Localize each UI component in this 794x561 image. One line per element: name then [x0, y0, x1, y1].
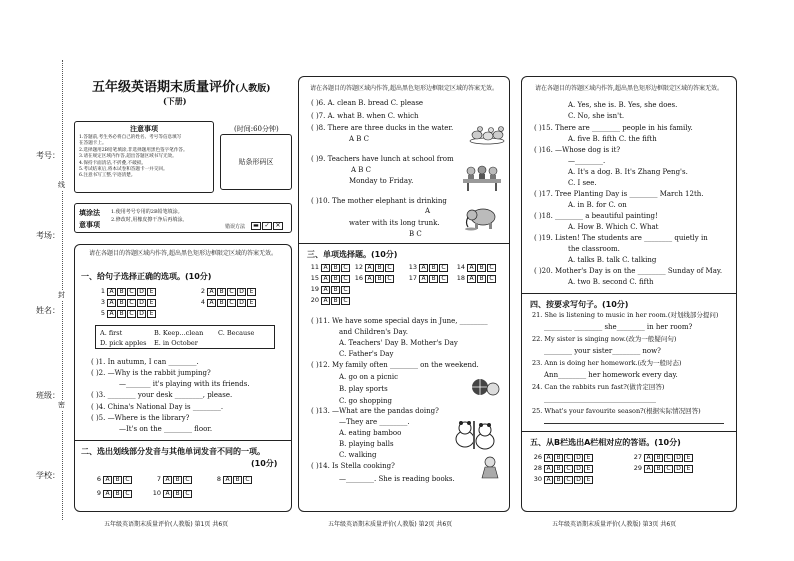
- question-14b: —________. She is reading books.: [339, 475, 455, 483]
- writing-22b[interactable]: ________ your sister________ now?: [544, 347, 661, 355]
- bubble[interactable]: C: [183, 476, 192, 484]
- bubble[interactable]: A: [544, 476, 553, 484]
- question-11b: and Children's Day.: [339, 328, 408, 336]
- bubble[interactable]: E: [684, 454, 693, 462]
- bubble[interactable]: A: [365, 275, 374, 283]
- question-10b: water with its long trunk.: [349, 219, 440, 227]
- question-2: ( )2. —Why is the rabbit jumping?: [91, 369, 211, 377]
- question-12: ( )12. My family often ________ on the weekend.: [311, 361, 479, 369]
- elephant-illustration: [463, 205, 501, 231]
- question-17-options: A. in B. for C. on: [568, 201, 627, 209]
- page3-notice: 请在各题目的答题区域内作答,超出黑色矩形边框限定区域的答案无效。: [535, 85, 723, 92]
- answer-row-2: 2 A B C D E: [195, 287, 257, 296]
- bubble[interactable]: C: [227, 299, 236, 307]
- page3-answer-frame: [521, 76, 737, 512]
- bubble[interactable]: C: [385, 275, 394, 283]
- bubble[interactable]: E: [147, 299, 156, 307]
- question-10: ( )10. The mother elephant is drinking: [311, 197, 447, 205]
- bubble[interactable]: A: [419, 264, 428, 272]
- bubble[interactable]: C: [487, 264, 496, 272]
- bubble[interactable]: C: [341, 286, 350, 294]
- lunch-picture: [461, 163, 503, 193]
- bubble[interactable]: C: [341, 297, 350, 305]
- bubble[interactable]: E: [147, 288, 156, 296]
- pandas-illustration: [451, 417, 499, 453]
- girl-picture: [477, 455, 503, 479]
- fill-label-2: 意事项: [79, 220, 100, 229]
- bubble[interactable]: A: [467, 275, 476, 283]
- pandas-picture: [451, 417, 499, 453]
- question-2b: —_______ it's playing with its friends.: [119, 380, 250, 388]
- question-14-options: A. Yes, she is. B. Yes, she does.: [568, 101, 678, 109]
- fill-text-1: 1.使用考号专用的2B铅笔填涂。: [111, 209, 183, 215]
- bubble[interactable]: D: [137, 288, 146, 296]
- bubble[interactable]: A: [163, 490, 172, 498]
- bubble[interactable]: C: [564, 454, 573, 462]
- time-label: (时间:60分钟): [234, 125, 279, 133]
- section-2-title: 二、选出划线部分发音与其他单词发音不同的一项。: [81, 447, 265, 456]
- lunch-illustration: [461, 163, 503, 193]
- bubble[interactable]: C: [341, 264, 350, 272]
- writing-23: 23. Ann is doing her homework.(改为一般时态): [532, 359, 682, 367]
- bubble[interactable]: C: [564, 476, 573, 484]
- question-13b: —They are ________.: [339, 418, 410, 426]
- page1-footer: 五年级英语期末质量评价(人教版) 第1页 共6页: [104, 521, 229, 528]
- bubble[interactable]: C: [664, 465, 673, 473]
- bubble[interactable]: A: [321, 286, 330, 294]
- bubble[interactable]: A: [321, 275, 330, 283]
- question-11-options: A. Teachers' Day B. Mother's Day: [339, 339, 458, 347]
- bubble[interactable]: A: [207, 288, 216, 296]
- page2-footer: 五年级英语期末质量评价(人教版) 第2页 共6页: [328, 521, 453, 528]
- section-5-title: 五、从B栏选出A栏相对应的答语。(10分): [530, 438, 681, 447]
- answer-row-5: 5 A B C D E: [95, 309, 157, 318]
- bubble[interactable]: C: [127, 310, 136, 318]
- bubble[interactable]: B: [375, 275, 384, 283]
- bubble[interactable]: C: [227, 288, 236, 296]
- section-2-answer-grid: 6 A B C 7 A B C 8 A B C 9 A B C 10 A B C: [91, 471, 281, 507]
- choices-box: A. first B. Keep...clean C. Because D. pick apples E. in October: [95, 325, 275, 349]
- bubble[interactable]: B: [331, 286, 340, 294]
- page2-answer-frame: [298, 76, 510, 512]
- bubble[interactable]: C: [341, 275, 350, 283]
- ducks-picture: [469, 119, 505, 145]
- question-12-option-a: A. go on a picnic: [339, 373, 399, 381]
- bubble[interactable]: A: [103, 490, 112, 498]
- bubble[interactable]: C: [439, 264, 448, 272]
- bubble[interactable]: B: [654, 454, 663, 462]
- question-6: ( )6. A. clean B. bread C. please: [311, 99, 424, 107]
- question-10-bc: B C: [409, 230, 422, 238]
- bubble[interactable]: B: [117, 299, 126, 307]
- bubble[interactable]: B: [113, 490, 122, 498]
- bubble[interactable]: B: [331, 264, 340, 272]
- bubble[interactable]: A: [544, 454, 553, 462]
- question-13: ( )13. —What are the pandas doing?: [311, 407, 439, 415]
- bubble[interactable]: A: [321, 264, 330, 272]
- question-7: ( )7. A. what B. when C. which: [311, 112, 419, 120]
- bubble[interactable]: D: [574, 454, 583, 462]
- bubble[interactable]: B: [654, 465, 663, 473]
- bubble[interactable]: C: [385, 264, 394, 272]
- question-14: ( )14. Is Stella cooking?: [311, 462, 395, 470]
- section-2-points: (10分): [251, 459, 278, 468]
- bubble[interactable]: A: [544, 465, 553, 473]
- wrong-fill-samples: ▬ ✓ ✕: [251, 222, 284, 230]
- question-17: ( )17. Tree Planting Day is ________ March 12th.: [534, 190, 704, 198]
- bubble[interactable]: B: [477, 264, 486, 272]
- notice-box: [74, 121, 214, 193]
- question-18: ( )18. ________ a beautiful painting!: [534, 212, 658, 220]
- bubble[interactable]: D: [674, 454, 683, 462]
- bubble[interactable]: B: [554, 454, 563, 462]
- writing-21b[interactable]: ________ ________ she________ in her room?: [544, 323, 693, 331]
- bubble[interactable]: B: [113, 476, 122, 484]
- bubble[interactable]: C: [123, 490, 132, 498]
- margin-feng: 封: [58, 291, 65, 299]
- bubble[interactable]: B: [117, 310, 126, 318]
- bubble[interactable]: A: [207, 299, 216, 307]
- bubble[interactable]: E: [147, 310, 156, 318]
- question-19-options: A. talks B. talk C. talking: [568, 256, 657, 264]
- bubble[interactable]: D: [237, 299, 246, 307]
- notice-line: 3.请在规定区域内作答,超出答题区域书写无效。: [79, 154, 177, 160]
- bubble[interactable]: B: [117, 288, 126, 296]
- bubble[interactable]: C: [183, 490, 192, 498]
- notice-list: [75, 134, 213, 181]
- section-5-answer-grid: 26 A B C D E 27 A B C D E 28 A B C D E 29 A B C D E 30 A B C D E: [532, 453, 728, 493]
- question-13-option-a: A. eating bamboo: [339, 429, 402, 437]
- question-19: ( )19. Listen! The students are ________ quietly in: [534, 234, 708, 242]
- question-8-abc: A B C: [349, 135, 370, 143]
- bubble[interactable]: A: [223, 476, 232, 484]
- writing-24b[interactable]: ________________________________: [544, 395, 656, 403]
- ducks-illustration: [469, 119, 505, 145]
- writing-25-line[interactable]: [544, 423, 724, 424]
- question-13-option-b: B. playing balls: [339, 440, 394, 448]
- bubble[interactable]: B: [429, 264, 438, 272]
- margin-xingming: 姓名：: [36, 306, 60, 315]
- bubble[interactable]: D: [137, 299, 146, 307]
- question-5b: —It's on the ________ floor.: [119, 425, 213, 433]
- wrong-fill-label: 错误方法: [225, 224, 246, 230]
- bubble[interactable]: A: [644, 465, 653, 473]
- writing-22: 22. My sister is singing now.(改为一般疑问句): [532, 335, 677, 343]
- bubble[interactable]: E: [684, 465, 693, 473]
- question-13-option-c: C. walking: [339, 451, 377, 459]
- question-20: ( )20. Mother's Day is on the ________ Sunday of May.: [534, 267, 723, 275]
- bubble[interactable]: E: [247, 299, 256, 307]
- bubble[interactable]: C: [127, 288, 136, 296]
- question-1: ( )1. In autumn, I can ________.: [91, 358, 199, 366]
- fill-label: 填涂法: [79, 208, 100, 217]
- question-14-option-c: C. No, she isn't.: [568, 112, 625, 120]
- bubble[interactable]: B: [173, 476, 182, 484]
- bubble[interactable]: B: [429, 275, 438, 283]
- fill-text-2: 2.修改时,用橡皮擦干净后再填涂。: [111, 217, 188, 223]
- question-10-a: A: [425, 207, 431, 215]
- bubble[interactable]: D: [137, 310, 146, 318]
- bubble[interactable]: A: [163, 476, 172, 484]
- bubble[interactable]: C: [564, 465, 573, 473]
- notice-line: 2.选择题用2B铅笔填涂,非选择题用黑色签字笔作答。: [79, 147, 188, 153]
- margin-mi: 密: [58, 401, 65, 409]
- question-15: ( )15. There are ________ people in his family.: [534, 124, 693, 132]
- margin-xuexiao: 学校：: [36, 471, 60, 480]
- answer-notice: 请在各题目的答题区域内作答,超出黑色矩形边框限定区域的答案无效。: [89, 250, 277, 257]
- page2-notice: 请在各题目的答题区域内作答,超出黑色矩形边框限定区域的答案无效。: [310, 85, 498, 92]
- question-15-options: A. five B. fifth C. the fifth: [568, 135, 657, 143]
- question-8: ( )8. There are three ducks in the water.: [311, 124, 454, 132]
- bubble[interactable]: B: [554, 476, 563, 484]
- notice-title: 注意事项: [130, 124, 158, 133]
- question-12-option-c: C. go shopping: [339, 397, 392, 405]
- question-12-option-b: B. play sports: [339, 385, 388, 393]
- notice-line: 5.考试结束后,将本试卷和答题卡一并交回。: [79, 167, 168, 173]
- question-3: ( )3. ________ your desk ________, please.: [91, 391, 233, 399]
- bubble[interactable]: B: [217, 288, 226, 296]
- margin-xian: 线: [58, 181, 65, 189]
- bubble[interactable]: B: [477, 275, 486, 283]
- bubble[interactable]: D: [574, 465, 583, 473]
- question-11: ( )11. We have some special days in June, ________: [311, 317, 488, 325]
- bubble[interactable]: E: [584, 465, 593, 473]
- page1-answer-frame: [74, 244, 292, 512]
- bubble[interactable]: B: [554, 465, 563, 473]
- balls-picture: [471, 375, 501, 397]
- answer-row-3: 3 A B C D E: [95, 298, 157, 307]
- bubble[interactable]: C: [664, 454, 673, 462]
- section-4-title: 四、按要求写句子。(10分): [530, 300, 629, 309]
- section-3-answer-grid: 11 A B C 12 A B C 13 A B C 14 A B C 15 A B C 16 A B C 17 A B C 18 A B C 19 A B C 20 A B C: [309, 263, 504, 305]
- writing-24: 24. Can the rabbits run fast?(做肯定回答): [532, 383, 665, 391]
- barcode-label: 贴条形码区: [238, 158, 274, 166]
- question-4: ( )4. China's National Day is ________.: [91, 403, 224, 411]
- notice-line: 4.保持卡面清洁,不折叠,不破损。: [79, 160, 147, 166]
- question-9-abc: A B C: [351, 166, 372, 174]
- writing-23b[interactable]: Ann________ her homework every day.: [544, 371, 678, 379]
- question-16b: —________.: [568, 157, 606, 165]
- elephant-picture: [463, 205, 501, 231]
- bubble[interactable]: E: [584, 454, 593, 462]
- page-title-block: [92, 76, 271, 95]
- question-9: ( )9. Teachers have lunch at school from: [311, 155, 454, 163]
- bubble[interactable]: B: [375, 264, 384, 272]
- question-16-option-c: C. I see.: [568, 179, 597, 187]
- bubble[interactable]: A: [321, 297, 330, 305]
- bubble[interactable]: A: [644, 454, 653, 462]
- section-1-answer-grid: [95, 287, 267, 325]
- margin-banji: 班级：: [36, 391, 60, 400]
- bubble[interactable]: C: [123, 476, 132, 484]
- barcode-area: [220, 134, 292, 190]
- margin-kaochang: 考场：: [36, 231, 60, 240]
- bubble[interactable]: D: [674, 465, 683, 473]
- bubble[interactable]: A: [103, 476, 112, 484]
- edition: (人教版): [235, 84, 271, 94]
- balls-illustration: [471, 375, 501, 397]
- page-title: 五年级英语期末质量评价: [92, 80, 236, 95]
- bubble[interactable]: A: [107, 288, 116, 296]
- margin-kaohao: 考号：: [36, 151, 60, 160]
- notice-line: 6.注意书写工整,字迹清楚。: [79, 173, 136, 179]
- question-9b: Monday to Friday.: [349, 177, 414, 185]
- bubble[interactable]: C: [487, 275, 496, 283]
- bubble[interactable]: D: [237, 288, 246, 296]
- question-19b: the classroom.: [568, 245, 620, 253]
- bubble[interactable]: D: [574, 476, 583, 484]
- bubble[interactable]: C: [243, 476, 252, 484]
- girl-illustration: [477, 455, 503, 479]
- question-5: ( )5. —Where is the library?: [91, 414, 190, 422]
- writing-25: 25. What's your favourite season?(根据实际情况回答): [532, 407, 701, 415]
- section-3-title: 三、单项选择题。(10分): [307, 250, 398, 259]
- bubble[interactable]: B: [331, 297, 340, 305]
- answer-row-4: 4 A B C D E: [195, 298, 257, 307]
- fill-instructions: [74, 203, 292, 233]
- bubble[interactable]: C: [127, 299, 136, 307]
- bubble[interactable]: A: [419, 275, 428, 283]
- question-16-options: A. It's a dog. B. It's Zhang Peng's.: [568, 168, 688, 176]
- bubble[interactable]: C: [439, 275, 448, 283]
- question-20-options: A. two B. second C. fifth: [568, 278, 654, 286]
- bubble[interactable]: B: [217, 299, 226, 307]
- bubble[interactable]: A: [365, 264, 374, 272]
- bubble[interactable]: B: [173, 490, 182, 498]
- notice-line: 1.答题前,考生务必将自己的姓名、考号等信息填写: [79, 135, 182, 140]
- question-16: ( )16. —Whose dog is it?: [534, 146, 621, 154]
- bubble[interactable]: A: [107, 310, 116, 318]
- section-1-title: 一、给句子选择正确的选项。(10分): [81, 272, 212, 281]
- bubble[interactable]: A: [107, 299, 116, 307]
- answer-row-1: 1 A B C D E: [95, 287, 157, 296]
- bubble[interactable]: B: [233, 476, 242, 484]
- bubble[interactable]: E: [584, 476, 593, 484]
- page3-footer: 五年级英语期末质量评价(人教版) 第3页 共6页: [552, 521, 677, 528]
- notice-line: 在答题卡上。: [79, 141, 107, 147]
- volume-label: (下册): [163, 96, 187, 106]
- question-18-options: A. How B. Which C. What: [568, 223, 659, 231]
- bubble[interactable]: B: [331, 275, 340, 283]
- question-11-option-c: C. Father's Day: [339, 350, 394, 358]
- bubble[interactable]: A: [467, 264, 476, 272]
- bubble[interactable]: E: [247, 288, 256, 296]
- writing-21: 21. She is listening to music in her room.(对划线部分提问): [532, 311, 719, 319]
